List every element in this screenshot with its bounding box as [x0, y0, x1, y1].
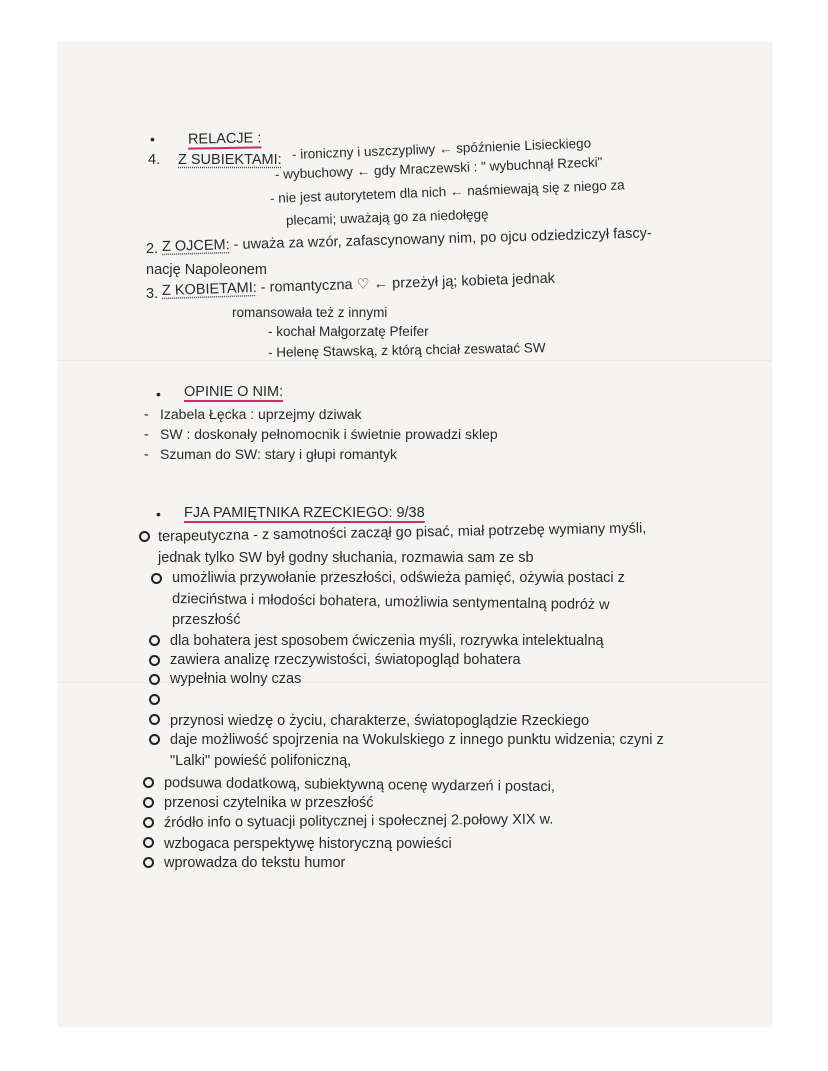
section-bullet: •	[156, 386, 161, 402]
fja-item-10: źródło info o sytuacji politycznej i społecznej 2.połowy XIX w.	[163, 811, 554, 831]
fja-item-3: dla bohatera jest sposobem ćwiczenia myśli, rozrywka intelektualną	[170, 633, 604, 649]
circle-bullet-icon	[149, 635, 160, 646]
section-bullet: •	[156, 506, 161, 522]
fja-item-7: daje możliwość spojrzenia na Wokulskiego z innego punktu widzenia; czyni z	[170, 732, 664, 748]
circle-bullet-icon	[149, 674, 160, 685]
relacje-number-3: 3.	[146, 286, 159, 302]
circle-bullet-icon	[143, 817, 154, 828]
relacje-ojciec-item-1: - uważa za wzór, zafascynowany nim, po ojcu odziedziczył fascy-	[229, 225, 653, 254]
opinie-item: SW : doskonały pełnomocnik i świetnie prowadzi sklep	[160, 426, 498, 442]
circle-bullet-icon	[151, 573, 162, 584]
relacje-label-kobiety: Z KOBIETAMI:	[161, 280, 258, 299]
relacje-kobiety-item-3: - Helenę Stawską, z którą chciał zeswatać SW	[267, 340, 546, 360]
fja-item-4: zawiera analizę rzeczywistości, światopogląd bohatera	[170, 652, 521, 668]
opinie-heading: OPINIE O NIM:	[184, 384, 284, 400]
opinie-dash: -	[144, 447, 149, 463]
relacje-kobiety-item-1: - romantyczna ♡ ← przeżył ją; kobieta jednak	[256, 270, 556, 297]
paper-fold	[58, 682, 772, 683]
fja-item-1-cont: jednak tylko SW był godny słuchania, rozmawia sam ze sb	[158, 550, 534, 566]
circle-bullet-icon	[143, 777, 154, 788]
paper-fold	[58, 360, 772, 361]
circle-bullet-icon	[149, 655, 160, 666]
fja-item-9: przenosi czytelnika w przeszłość	[164, 795, 374, 811]
circle-bullet-icon	[143, 797, 154, 808]
relacje-kobiety-item-1-cont: romansowała też z innymi	[232, 305, 388, 320]
opinie-item: Szuman do SW: stary i głupi romantyk	[160, 446, 398, 462]
opinie-dash: -	[144, 407, 149, 423]
circle-bullet-icon	[149, 734, 160, 745]
fja-item-2: umożliwia przywołanie przeszłości, odświeża pamięć, ożywia postaci z	[172, 570, 625, 586]
relacje-number-1: 4.	[148, 152, 161, 168]
relacje-subiekci-item-2: - wybuchowy ← gdy Mraczewski : " wybuchnął Rzecki"	[274, 154, 603, 182]
opinie-item: Izabela Łęcka : uprzejmy dziwak	[160, 406, 362, 422]
fja-item-1: terapeutyczna - z samotności zaczął go pisać, miał potrzebę wymiany myśli,	[157, 520, 647, 545]
relacje-label-subiekci: Z SUBIEKTAMI:	[178, 152, 282, 168]
relacje-heading: RELACJE :	[187, 130, 262, 148]
relacje-number-2: 2.	[146, 241, 159, 257]
circle-bullet-icon	[149, 714, 160, 725]
fja-item-6: przynosi wiedzę o życiu, charakterze, światopoglądzie Rzeckiego	[170, 713, 590, 729]
fja-item-7-cont: "Lalki" powieść polifoniczną,	[170, 753, 352, 769]
relacje-subiekci-item-3: - nie jest autorytetem dla nich ← naśmiewają się z niego za	[269, 177, 625, 206]
circle-bullet-icon	[143, 857, 154, 868]
opinie-dash: -	[144, 427, 149, 443]
relacje-subiekci-item-1: - ironiczny i uszczypliwy ← spóźnienie Lisieckiego	[291, 135, 592, 162]
fja-item-8: podsuwa dodatkową, subiektywną ocenę wydarzeń i postaci,	[163, 775, 555, 796]
relacje-ojciec-item-1-cont: nację Napoleonem	[146, 262, 267, 278]
fja-item-2-cont: dzieciństwa i młodości bohatera, umożliwia sentymentalną podróż w	[171, 591, 610, 614]
fja-item-12: wprowadza do tekstu humor	[164, 855, 346, 871]
section-bullet: •	[150, 131, 155, 147]
circle-bullet-icon	[143, 837, 154, 848]
relacje-kobiety-item-2: - kochał Małgorzatę Pfeifer	[268, 324, 429, 339]
circle-bullet-icon	[139, 531, 150, 542]
circle-bullet-icon	[149, 694, 160, 705]
fja-item-11: wzbogaca perspektywę historyczną powieści	[164, 836, 452, 852]
relacje-label-ojciec: Z OJCEM:	[161, 237, 230, 255]
fja-item-5: wypełnia wolny czas	[170, 671, 302, 687]
fja-heading: FJA PAMIĘTNIKA RZECKIEGO: 9/38	[184, 505, 425, 521]
fja-item-2-cont: przeszłość	[172, 612, 241, 628]
relacje-subiekci-item-3-cont: plecami; uważają go za niedołęgę	[285, 206, 489, 228]
